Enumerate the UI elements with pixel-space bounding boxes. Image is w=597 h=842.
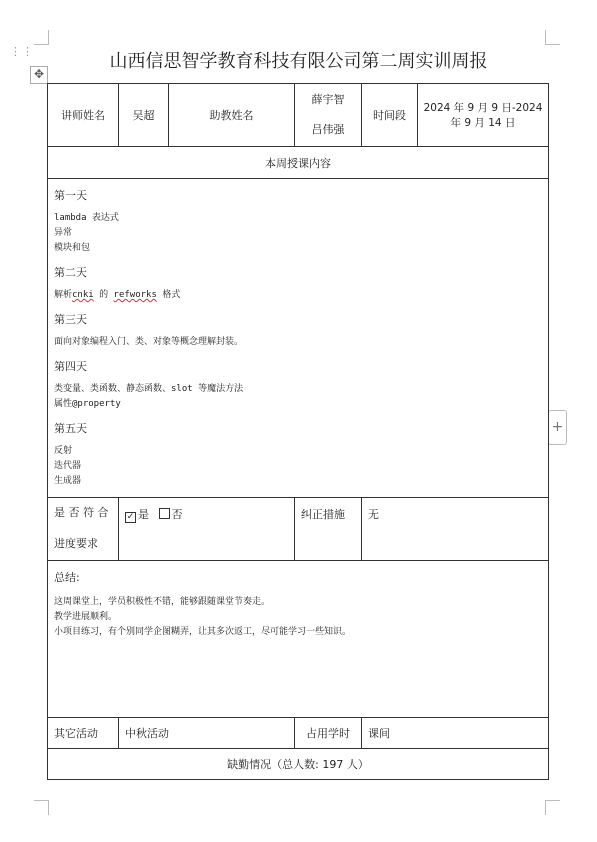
correction-value: 无 (362, 498, 549, 561)
assistant-name: 吕伟强 (311, 123, 345, 136)
content-title: 本周授课内容 (48, 147, 549, 179)
day-heading: 第二天 (54, 266, 87, 279)
time-used-label: 占用学时 (295, 718, 362, 749)
period-value: 2024 年 9 月 9 日-2024 年 9 月 14 日 (418, 84, 549, 147)
list-item: lambda 表达式 (54, 213, 119, 223)
progress-label-line: 进度要求 (54, 537, 98, 550)
list-item: 类变量、类函数、静态函数、slot 等魔法方法 (54, 384, 244, 394)
weekly-report-table (47, 83, 549, 780)
summary-line: 这周课堂上，学员积极性不错，能够跟随课堂节奏走。 (54, 597, 271, 607)
text-run: 解析 (54, 290, 73, 300)
other-activity-row (48, 718, 549, 749)
summary-body (48, 561, 549, 718)
list-item (54, 288, 542, 303)
checkbox-icon[interactable] (159, 508, 170, 519)
progress-row (48, 498, 549, 561)
progress-label (48, 498, 119, 561)
list-item: 生成器 (54, 476, 82, 486)
time-used-value: 课间 (362, 718, 549, 749)
table-move-icon[interactable]: ✥ (30, 66, 48, 84)
no-option-label[interactable]: 否 (171, 508, 183, 521)
header-row (48, 84, 549, 147)
period-label: 时间段 (362, 84, 418, 147)
yes-option-label[interactable]: 是 (138, 508, 149, 521)
page-corner-mark (34, 800, 49, 815)
spellcheck-word[interactable]: refworks (113, 290, 157, 300)
spellcheck-word[interactable]: cnki (72, 290, 94, 300)
list-item: 迭代器 (54, 461, 82, 471)
page-corner-mark (545, 30, 560, 45)
assistant-label: 助教姓名 (169, 84, 295, 147)
list-item: 属性@property (54, 399, 121, 409)
summary-line: 小项目练习，有个别同学企图糊弄，让其多次返工，尽可能学习一些知识。 (54, 627, 352, 637)
other-activity-label: 其它活动 (48, 718, 119, 749)
text-run: 的 (93, 290, 114, 300)
lecturer-label: 讲师姓名 (48, 84, 119, 147)
content-body (48, 179, 549, 498)
assistant-name: 薛宇智 (311, 93, 345, 106)
other-activity-value: 中秋活动 (119, 718, 295, 749)
checked-checkbox-icon[interactable]: ✓ (126, 512, 135, 522)
day-heading: 第四天 (54, 360, 87, 373)
drag-handle-icon[interactable]: ⋮⋮ (10, 45, 34, 58)
list-item: 异常 (54, 228, 73, 238)
attendance-row: 缺勤情况（总人数: 197 人） (48, 749, 549, 780)
day-heading: 第三天 (54, 313, 87, 326)
add-column-icon[interactable]: + (548, 410, 567, 445)
assistant-names (295, 84, 362, 147)
list-item: 反射 (54, 446, 73, 456)
day-heading: 第五天 (54, 422, 87, 435)
summary-line: 教学进展顺利。 (54, 612, 118, 622)
lecturer-name: 吴超 (119, 84, 169, 147)
progress-options (119, 498, 295, 561)
page-corner-mark (545, 800, 560, 815)
document-title: 山西信思智学教育科技有限公司第二周实训周报 (109, 51, 488, 72)
list-item: 面向对象编程入门、类、对象等概念理解封装。 (54, 337, 244, 347)
text-run: 格式 (156, 290, 181, 300)
summary-label: 总结: (54, 571, 80, 584)
progress-label-line: 是 否 符 合 (54, 506, 109, 519)
page-corner-mark (34, 30, 49, 45)
correction-label: 纠正措施 (295, 498, 362, 561)
day-heading: 第一天 (54, 189, 87, 202)
list-item: 模块和包 (54, 243, 91, 253)
